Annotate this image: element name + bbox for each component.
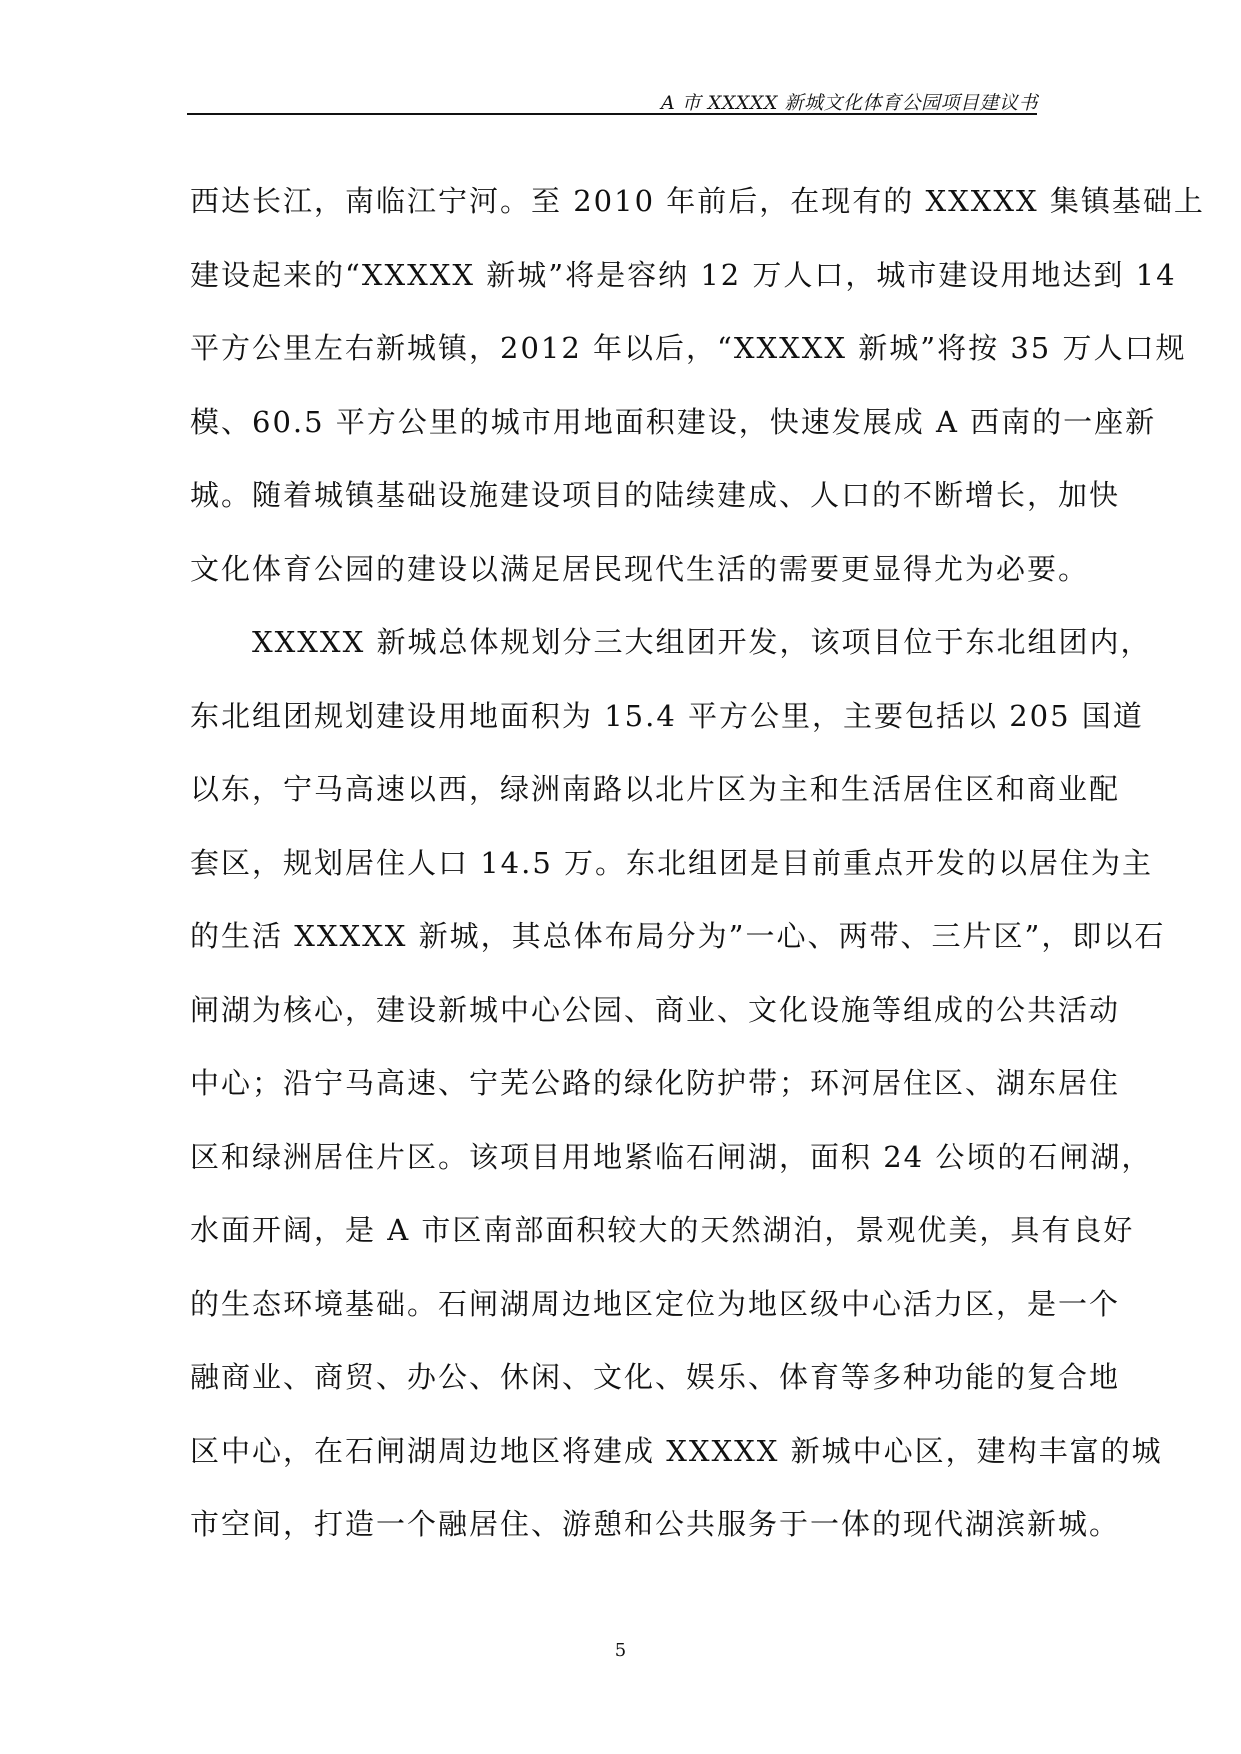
paragraph-line: 西达长江，南临江宁河。至 2010 年前后，在现有的 XXXXX 集镇基础上 (190, 184, 1205, 218)
paragraph-line: 东北组团规划建设用地面积为 15.4 平方公里，主要包括以 205 国道 (190, 698, 1144, 733)
header-divider (187, 113, 1037, 115)
body-text (190, 183, 1205, 1580)
paragraph-line: XXXXX 新城总体规划分三大组团开发，该项目位于东北组团内， (190, 625, 1152, 659)
paragraph-line: 模、60.5 平方公里的城市用地面积建设，快速发展成 A 西南的一座新 (190, 404, 1157, 439)
paragraph-line: 建设起来的“XXXXX 新城”将是容纳 12 万人口，城市建设用地达到 14 (190, 257, 1177, 292)
paragraph-line: 区中心，在石闸湖周边地区将建成 XXXXX 新城中心区，建构丰富的城 (190, 1433, 1163, 1468)
paragraph-line: 的生态环境基础。石闸湖周边地区定位为地区级中心活力区，是一个 (190, 1286, 1121, 1321)
paragraph-line: 区和绿洲居住片区。该项目用地紧临石闸湖，面积 24 公顷的石闸湖， (190, 1139, 1153, 1174)
paragraph-line: 套区，规划居住人口 14.5 万。东北组团是目前重点开发的以居住为主 (190, 845, 1154, 880)
document-header-title: A 市 XXXXX 新城文化体育公园项目建议书 (661, 92, 1038, 114)
paragraph-line: 以东，宁马高速以西，绿洲南路以北片区为主和生活居住区和商业配 (190, 772, 1121, 806)
paragraph-line: 城。随着城镇基础设施建设项目的陆续建成、人口的不断增长，加快 (190, 478, 1121, 512)
paragraph-line: 中心；沿宁马高速、宁芜公路的绿化防护带；环河居住区、湖东居住 (190, 1066, 1121, 1100)
paragraph-line: 水面开阔，是 A 市区南部面积较大的天然湖泊，景观优美，具有良好 (190, 1213, 1135, 1247)
paragraph-line: 文化体育公园的建设以满足居民现代生活的需要更显得尤为必要。 (190, 551, 1090, 586)
paragraph-line: 市空间，打造一个融居住、游憩和公共服务于一体的现代湖滨新城。 (190, 1507, 1121, 1541)
paragraph-line: 平方公里左右新城镇，2012 年以后，“XXXXX 新城”将按 35 万人口规 (190, 331, 1187, 365)
paragraph-line: 闸湖为核心，建设新城中心公园、商业、文化设施等组成的公共活动 (190, 992, 1121, 1027)
paragraph-line: 融商业、商贸、办公、休闲、文化、娱乐、体育等多种功能的复合地 (190, 1360, 1121, 1394)
page-number: 5 (614, 1640, 627, 1661)
paragraph-line: 的生活 XXXXX 新城，其总体布局分为”一心、两带、三片区”，即以石 (190, 919, 1166, 953)
